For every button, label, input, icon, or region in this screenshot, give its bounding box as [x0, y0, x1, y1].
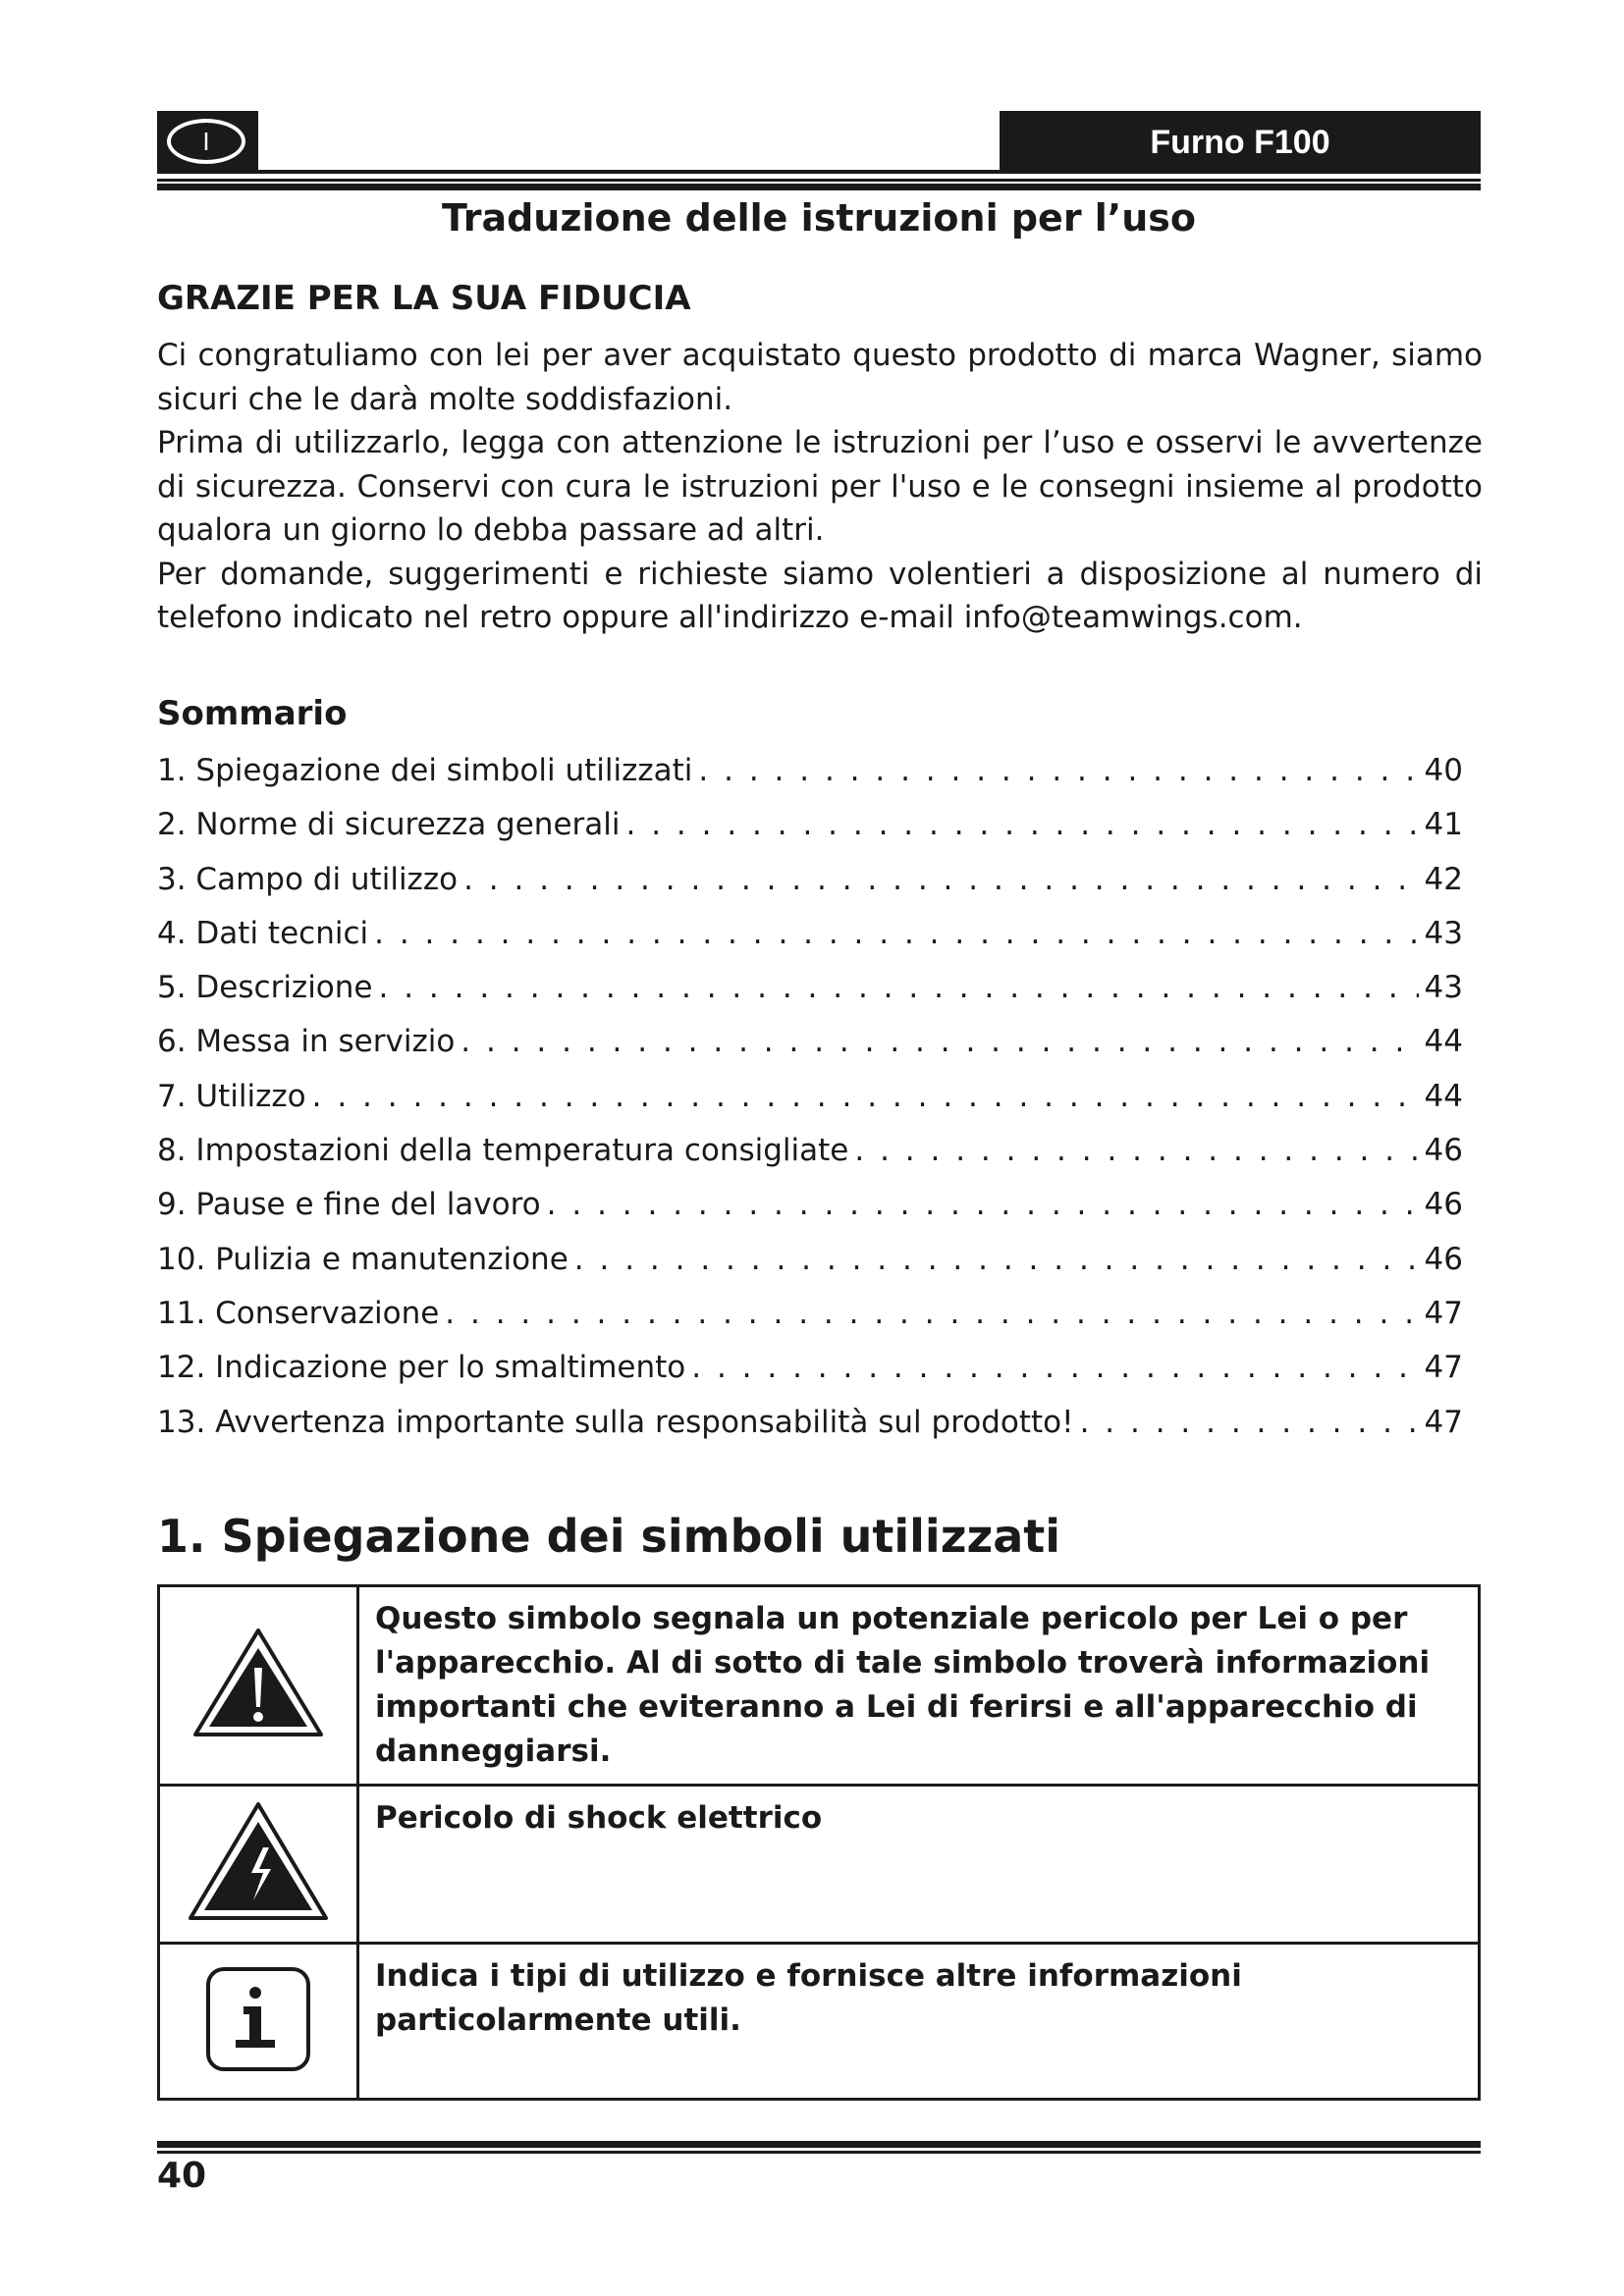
symbol-row: [159, 1944, 1480, 2100]
page-number: 40: [157, 2156, 207, 2196]
intro-text: [157, 334, 1483, 640]
toc-item[interactable]: [157, 1237, 1463, 1291]
toc-item[interactable]: [157, 1400, 1463, 1454]
toc-item-label: 2. Norme di sicurezza generali: [157, 807, 621, 843]
toc-item-page: 43: [1424, 970, 1463, 1006]
toc-item-label: 13. Avvertenza importante sulla responsabilità sul prodotto!: [157, 1404, 1074, 1440]
toc-leader-dots: [698, 748, 1418, 793]
toc-item-page: 44: [1424, 1024, 1463, 1060]
header-line: [258, 170, 1000, 174]
toc-item-page: 42: [1424, 861, 1463, 897]
toc-leader-dots: [854, 1128, 1418, 1173]
toc-leader-dots: [547, 1182, 1419, 1227]
toc-item-label: 4. Dati tecnici: [157, 915, 369, 951]
toc-item-label: 7. Utilizzo: [157, 1078, 306, 1114]
product-name: Furno F100: [1000, 111, 1481, 174]
toc-heading: Sommario: [157, 694, 348, 733]
symbol-row: [159, 1586, 1480, 1786]
toc-item[interactable]: [157, 857, 1463, 911]
toc-item-page: 47: [1424, 1350, 1463, 1386]
intro-paragraph: Per domande, suggerimenti e richieste siamo volentieri a disposizione al numero di telefono indicato nel retro oppure all'indirizzo e-mail info@teamwings.com.: [157, 556, 1483, 635]
symbol-row: [159, 1786, 1480, 1944]
toc-item[interactable]: [157, 911, 1463, 965]
toc-item-page: 41: [1424, 807, 1463, 843]
toc-item-label: 3. Campo di utilizzo: [157, 861, 459, 897]
toc-item[interactable]: [157, 1074, 1463, 1128]
toc-item-page: 47: [1424, 1404, 1463, 1440]
toc-leader-dots: [379, 965, 1419, 1010]
toc-item-page: 46: [1424, 1187, 1463, 1223]
toc-item-label: 6. Messa in servizio: [157, 1024, 456, 1060]
page-title: Traduzione delle istruzioni per l’uso: [441, 196, 1197, 240]
toc-leader-dots: [625, 802, 1418, 847]
symbol-description: Questo simbolo segnala un potenziale pericolo per Lei o per l'apparecchio. Al di sotto di tale simbolo troverà informazioni importanti che eviteranno a Lei di ferirsi e all'apparecchio di danneggiarsi.: [358, 1586, 1480, 1786]
section-heading: 1. Spiegazione dei simboli utilizzati: [157, 1510, 1061, 1563]
info-icon: [204, 1965, 312, 2073]
table-of-contents: [157, 748, 1463, 1454]
toc-leader-dots: [574, 1237, 1419, 1282]
intro-paragraph: Prima di utilizzarlo, legga con attenzione le istruzioni per l’uso e osservi le avvertenze di sicurezza. Conservi con cura le istruzioni per l'uso e le consegni insieme al prodotto qualora un giorno lo debba passare ad altri.: [157, 425, 1483, 548]
header-rule: [157, 179, 1481, 182]
toc-item-page: 44: [1424, 1078, 1463, 1114]
warning-icon: [189, 1625, 327, 1742]
toc-item[interactable]: [157, 1345, 1463, 1399]
thanks-heading: GRAZIE PER LA SUA FIDUCIA: [157, 279, 691, 318]
toc-item-page: 46: [1424, 1133, 1463, 1169]
toc-item-label: 8. Impostazioni della temperatura consigliate: [157, 1133, 849, 1169]
toc-item[interactable]: [157, 1128, 1463, 1182]
toc-item-page: 40: [1424, 753, 1463, 788]
symbol-description: Indica i tipi di utilizzo e fornisce altre informazioni particolarmente utili.: [358, 1944, 1480, 2100]
language-badge: I: [157, 111, 258, 174]
toc-item-label: 1. Spiegazione dei simboli utilizzati: [157, 753, 693, 788]
toc-leader-dots: [445, 1291, 1418, 1336]
footer-rule: [157, 2141, 1481, 2148]
toc-item-page: 46: [1424, 1241, 1463, 1277]
toc-item[interactable]: [157, 748, 1463, 802]
toc-leader-dots: [463, 857, 1418, 902]
toc-item-page: 47: [1424, 1295, 1463, 1331]
toc-item[interactable]: [157, 1019, 1463, 1073]
symbol-description: Pericolo di shock elettrico: [358, 1786, 1480, 1944]
toc-item-label: 11. Conservazione: [157, 1295, 440, 1331]
toc-leader-dots: [374, 911, 1418, 956]
toc-leader-dots: [312, 1074, 1419, 1119]
toc-item-label: 10. Pulizia e manutenzione: [157, 1241, 568, 1277]
intro-paragraph: Ci congratuliamo con lei per aver acquistato questo prodotto di marca Wagner, siamo sicuri che le darà molte soddisfazioni.: [157, 338, 1483, 417]
toc-item-label: 5. Descrizione: [157, 970, 373, 1006]
toc-leader-dots: [691, 1345, 1418, 1390]
toc-item[interactable]: [157, 802, 1463, 856]
toc-item[interactable]: [157, 1291, 1463, 1345]
toc-item-label: 9. Pause e fine del lavoro: [157, 1187, 541, 1223]
toc-item[interactable]: [157, 965, 1463, 1019]
toc-item-label: 12. Indicazione per lo smaltimento: [157, 1350, 686, 1386]
footer-rule: [157, 2151, 1481, 2154]
toc-item-page: 43: [1424, 915, 1463, 951]
toc-item[interactable]: [157, 1182, 1463, 1236]
electric-shock-icon: [185, 1798, 332, 1926]
toc-leader-dots: [1080, 1400, 1419, 1445]
header-rule: [157, 184, 1481, 190]
toc-leader-dots: [460, 1019, 1418, 1064]
symbols-table: [157, 1584, 1481, 2101]
